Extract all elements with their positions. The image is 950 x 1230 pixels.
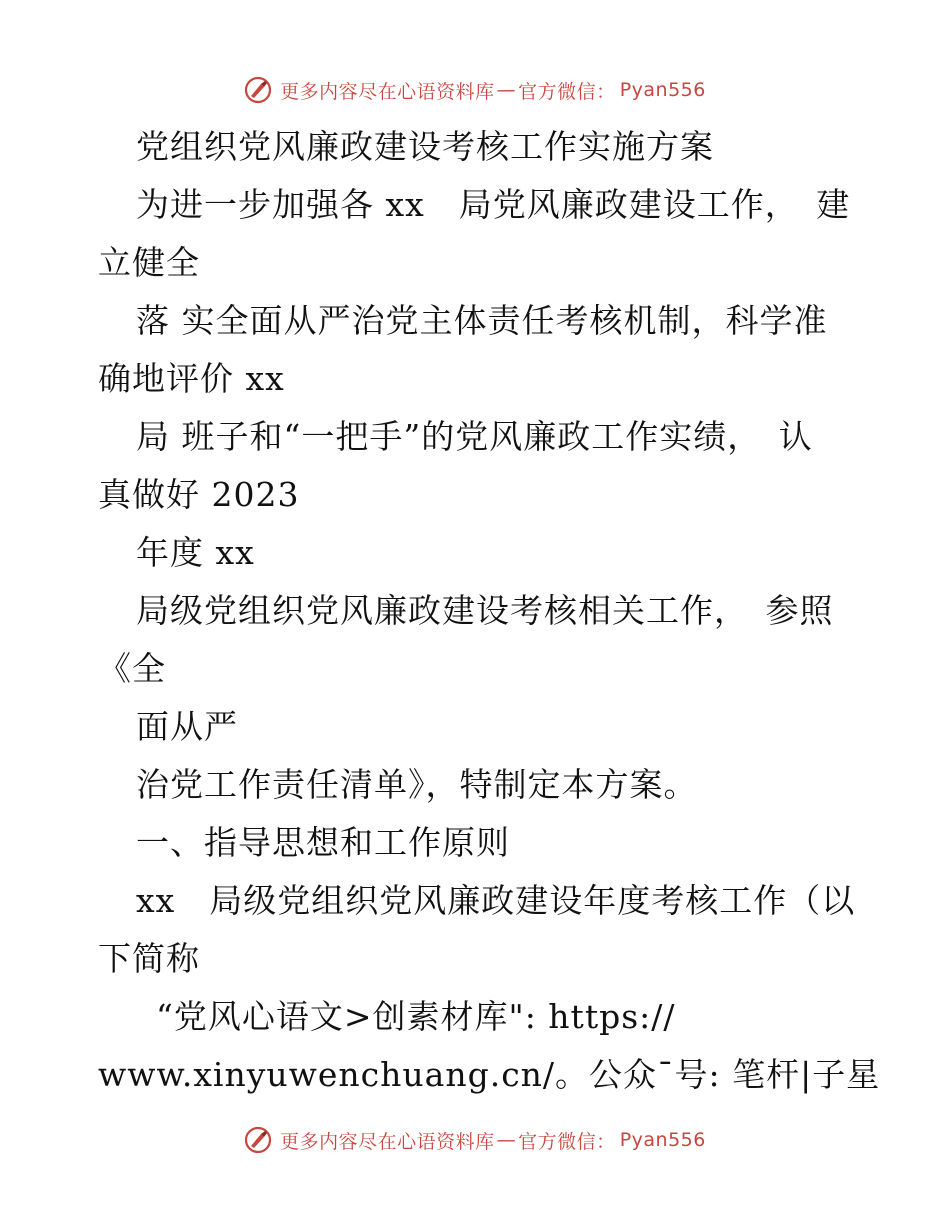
paragraph-line: 年度 xx <box>136 533 255 572</box>
paragraph-line: 为进一步加强各 xx 局党风廉政建设工作， 建 <box>136 185 851 224</box>
paragraph-line: 局 班子和“一把手”的党风廉政工作实绩， 认 <box>136 417 813 456</box>
banner-dash: — <box>496 79 517 101</box>
paragraph-line: 面从严 <box>136 707 238 746</box>
paragraph-line: “党风心语文>创素材库": https:// <box>156 997 676 1036</box>
banner-wechat-id: Pyan556 <box>619 1129 706 1151</box>
banner-wechat-label: 官方微信： <box>518 1130 616 1153</box>
banner-wechat-label: 官方微信： <box>518 80 616 103</box>
paragraph-line: xx 局级党组织党风廉政建设年度考核工作（以 <box>136 881 856 920</box>
paragraph-line: 立健全 <box>98 243 200 282</box>
banner-dash: — <box>496 1129 517 1151</box>
paragraph-line: www.xinyuwenchuang.cn/。公众¯号: 笔杆|子星 <box>98 1055 881 1094</box>
section-heading: 一、指导思想和工作原则 <box>136 823 510 862</box>
paragraph-line: 真做好 2023 <box>98 475 300 514</box>
paragraph-line: 局级党组织党风廉政建设考核相关工作， 参照 <box>136 591 834 630</box>
banner-site-text: 更多内容尽在心语资料库 <box>280 80 495 103</box>
paragraph-line: 治党工作责任清单》，特制定本方案。 <box>136 765 698 804</box>
banner-wechat-id: Pyan556 <box>619 79 706 101</box>
header-watermark-banner <box>0 70 950 110</box>
document-title: 党组织党风廉政建设考核工作实施方案 <box>136 127 714 166</box>
banner-site-text: 更多内容尽在心语资料库 <box>280 1130 495 1153</box>
paragraph-line: 下简称 <box>98 939 200 978</box>
pen-logo-icon <box>244 1126 272 1154</box>
footer-watermark-banner <box>0 1120 950 1160</box>
document-body <box>98 118 881 1104</box>
paragraph-line: 《全 <box>98 649 166 688</box>
pen-logo-icon <box>244 76 272 104</box>
paragraph-line: 确地评价 xx <box>98 359 285 398</box>
paragraph-line: 落 实全面从严治党主体责任考核机制，科学准 <box>136 301 828 340</box>
